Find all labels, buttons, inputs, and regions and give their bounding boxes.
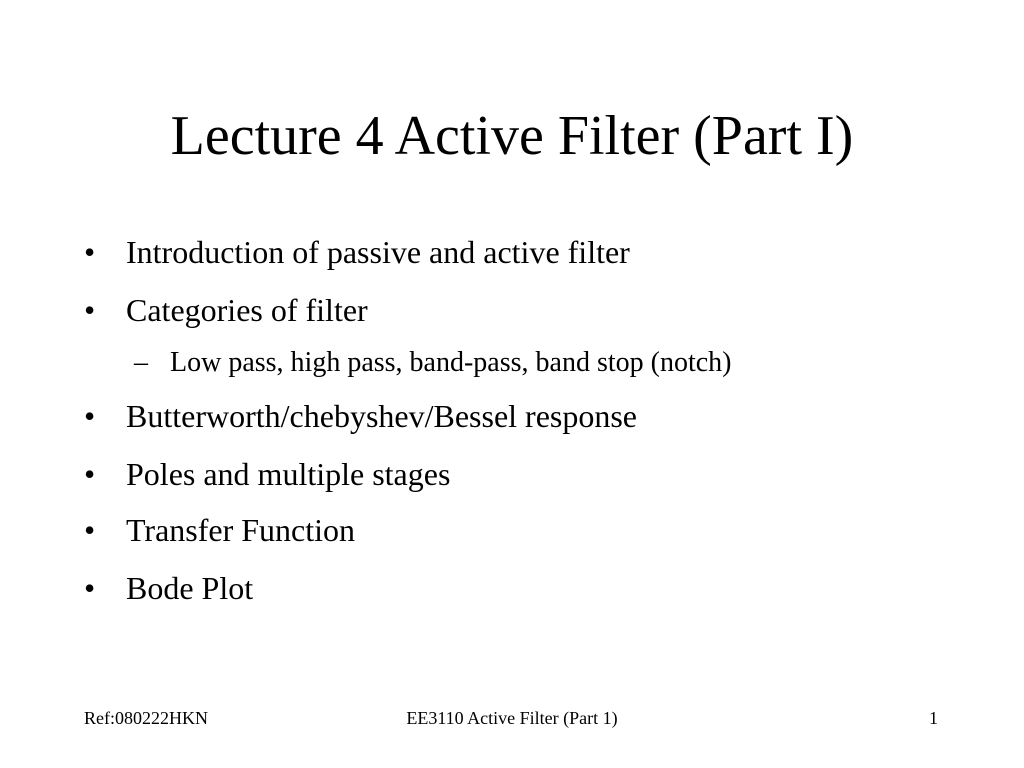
bullet-marker: •	[84, 234, 96, 270]
footer-page-number: 1	[929, 708, 938, 728]
bullet-marker: •	[84, 398, 96, 434]
bullet-marker: •	[84, 512, 96, 548]
slide-title: Lecture 4 Active Filter (Part I)	[170, 105, 854, 167]
bullet-text: Poles and multiple stages	[126, 456, 451, 492]
bullet-text: Categories of filter	[126, 292, 368, 328]
bullet-text: Transfer Function	[126, 512, 356, 548]
bullet-marker: •	[84, 570, 96, 606]
sub-bullet-text: Low pass, high pass, band-pass, band stop (notch)	[170, 347, 732, 378]
bullet-marker: •	[84, 456, 96, 492]
bullet-text: Butterworth/chebyshev/Bessel response	[126, 398, 637, 434]
bullet-text: Introduction of passive and active filter	[126, 234, 630, 270]
footer-course-title: EE3110 Active Filter (Part 1)	[406, 708, 618, 728]
footer-reference: Ref:080222HKN	[84, 708, 208, 728]
bullet-marker: •	[84, 292, 96, 328]
bullet-text: Bode Plot	[126, 570, 254, 606]
sub-bullet-marker: –	[134, 347, 148, 378]
